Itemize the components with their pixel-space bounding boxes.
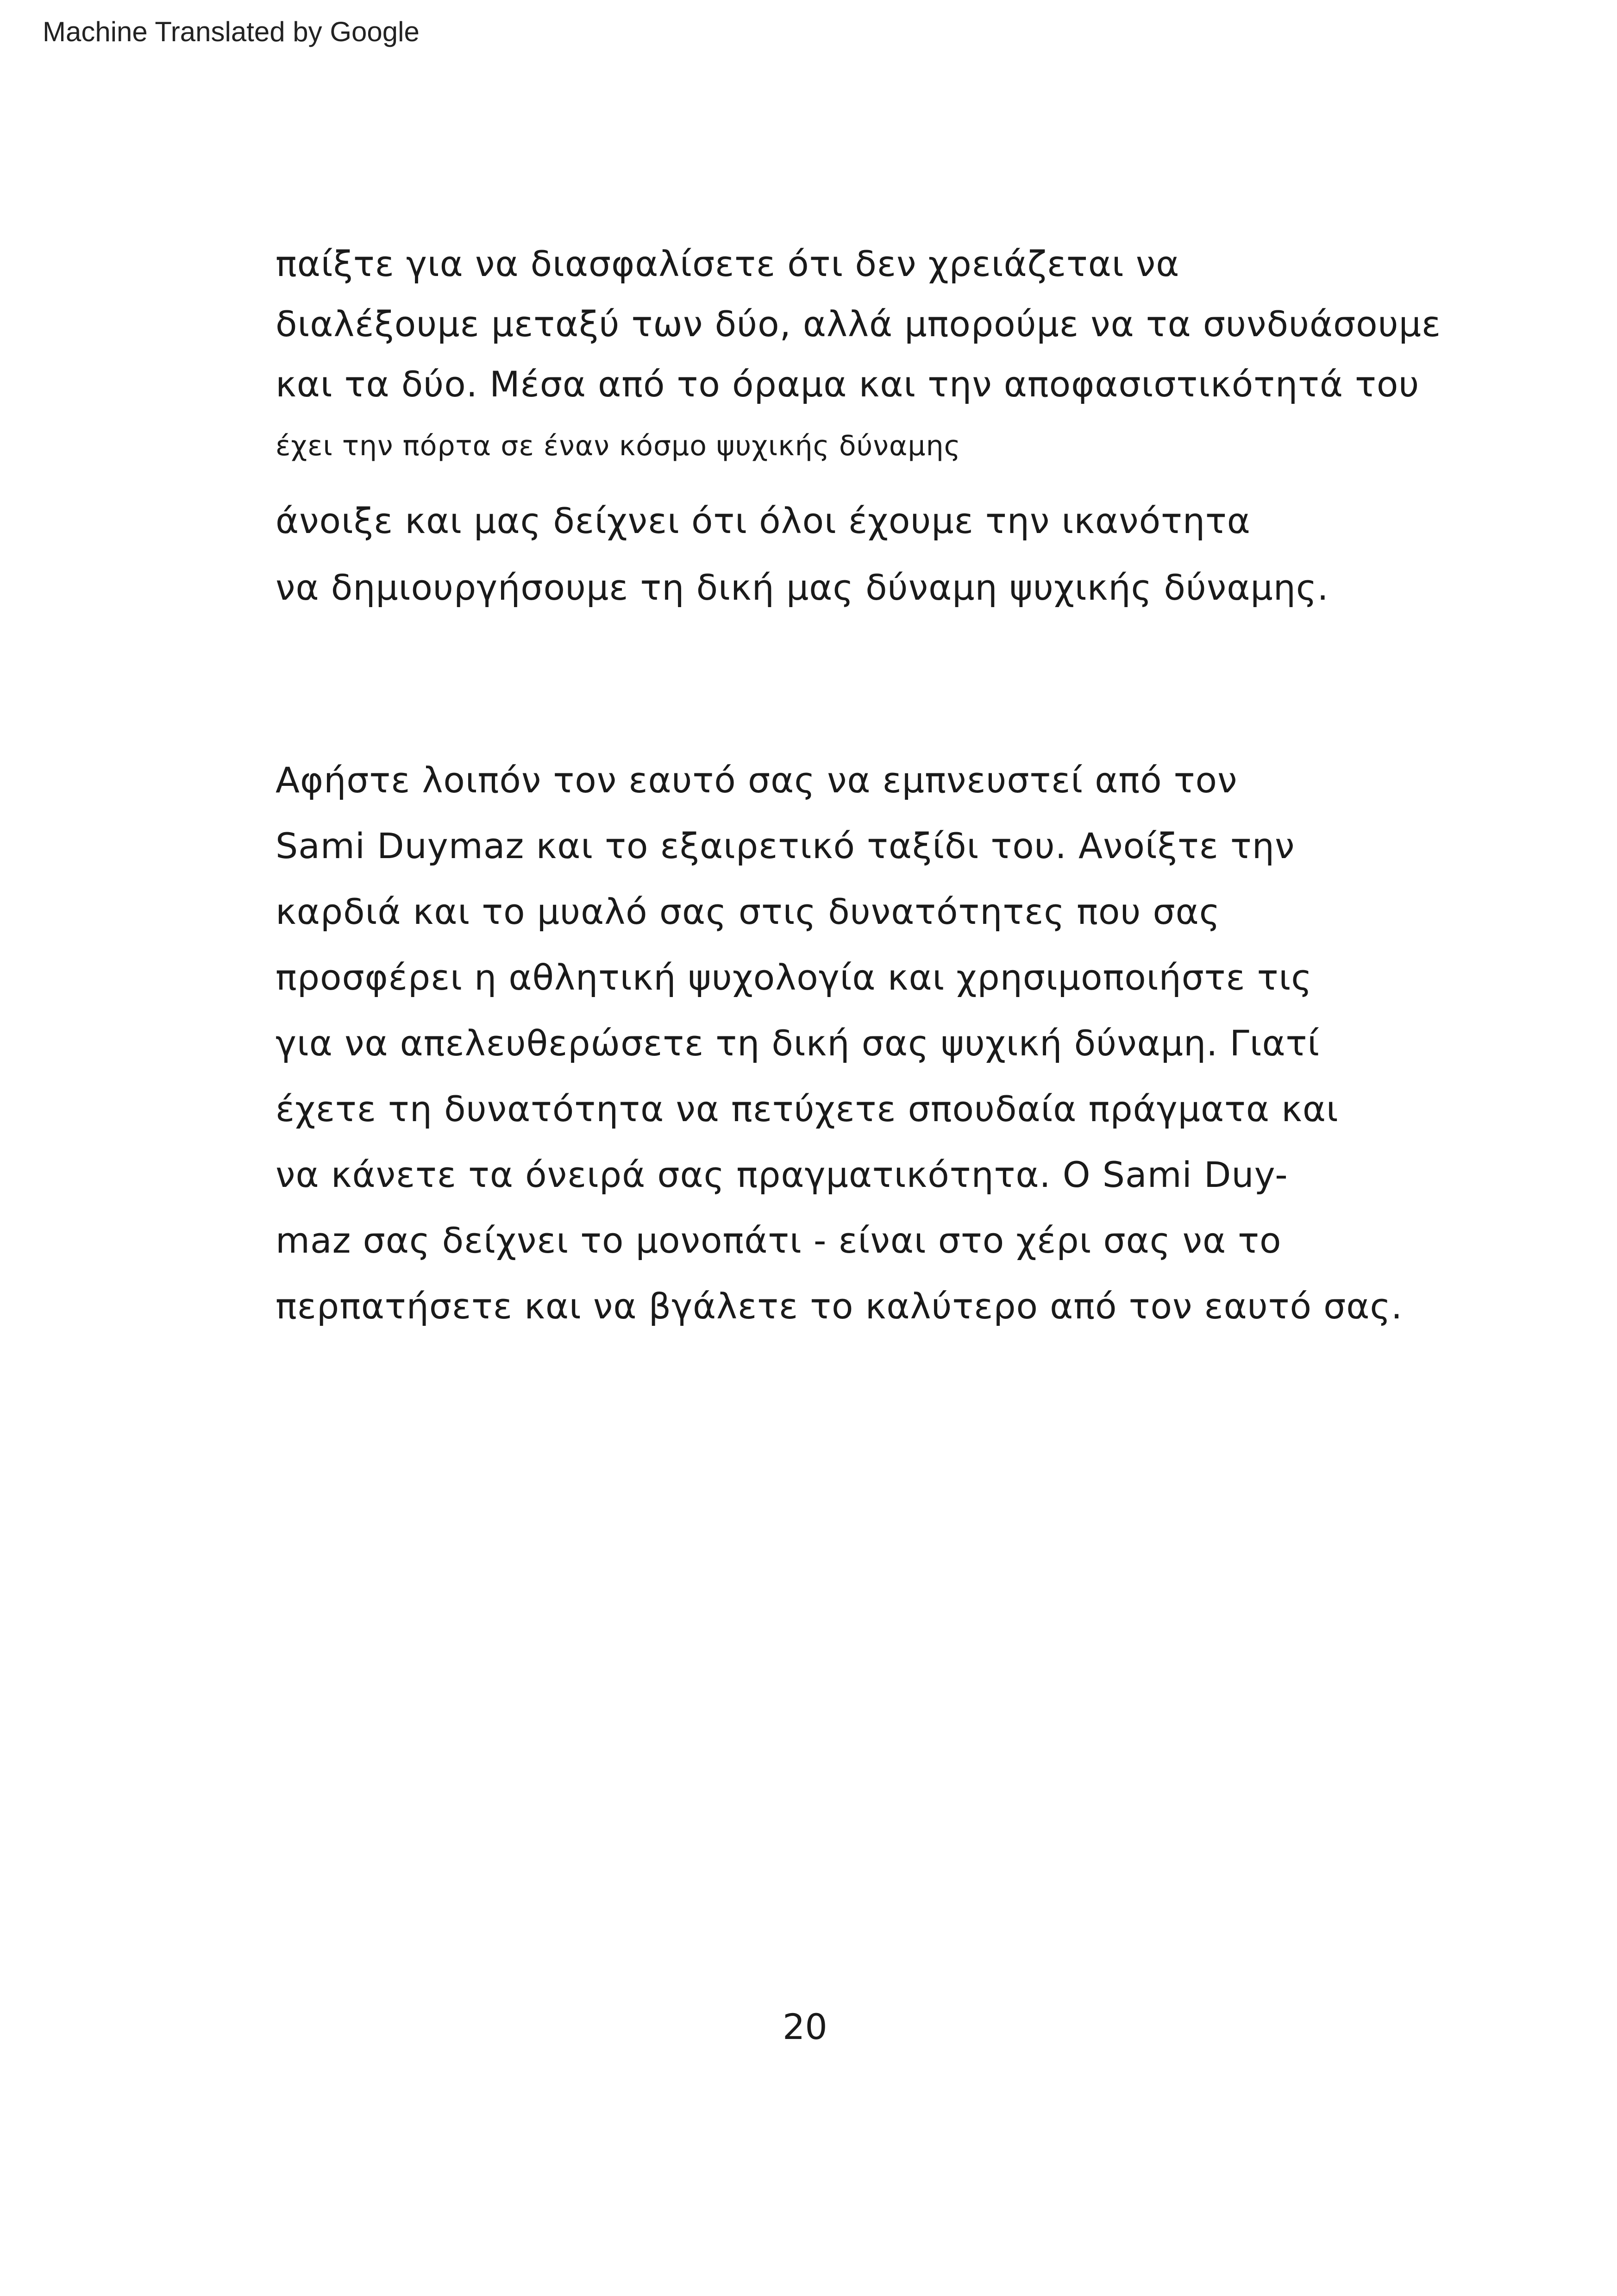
text-line: προσφέρει η αθλητική ψυχολογία και χρησιμοποιήστε τις (276, 957, 1312, 998)
text-line: για να απελευθερώσετε τη δική σας ψυχική δύναμη. Γιατί (276, 1023, 1320, 1064)
text-line: Αφήστε λοιπόν τον εαυτό σας να εμπνευστεί από τον (276, 759, 1238, 801)
text-line: διαλέξουμε μεταξύ των δύο, αλλά μπορούμε να τα συνδυάσουμε (276, 303, 1442, 345)
text-line: έχετε τη δυνατότητα να πετύχετε σπουδαία πράγματα και (276, 1088, 1339, 1129)
text-line: περπατήσετε και να βγάλετε το καλύτερο από τον εαυτό σας. (276, 1286, 1403, 1327)
text-line: άνοιξε και μας δείχνει ότι όλοι έχουμε την ικανότητα (276, 500, 1251, 541)
text-line: παίξτε για να διασφαλίσετε ότι δεν χρειάζεται να (276, 243, 1180, 284)
translation-banner: Machine Translated by Google (43, 16, 420, 47)
text-line: να κάνετε τα όνειρά σας πραγματικότητα. Ο Sami Duy- (276, 1154, 1288, 1195)
text-line: και τα δύο. Μέσα από το όραμα και την αποφασιστικότητά του (276, 364, 1420, 405)
text-line: maz σας δείχνει το μονοπάτι - είναι στο χέρι σας να το (276, 1220, 1282, 1261)
text-line: να δημιουργήσουμε τη δική μας δύναμη ψυχικής δύναμης. (276, 567, 1329, 608)
text-line: έχει την πόρτα σε έναν κόσμο ψυχικής δύναμης (276, 430, 961, 462)
text-line: καρδιά και το μυαλό σας στις δυνατότητες που σας (276, 891, 1221, 932)
page-number: 20 (783, 2006, 827, 2047)
text-line: Sami Duymaz και το εξαιρετικό ταξίδι του. Ανοίξτε την (276, 825, 1295, 866)
